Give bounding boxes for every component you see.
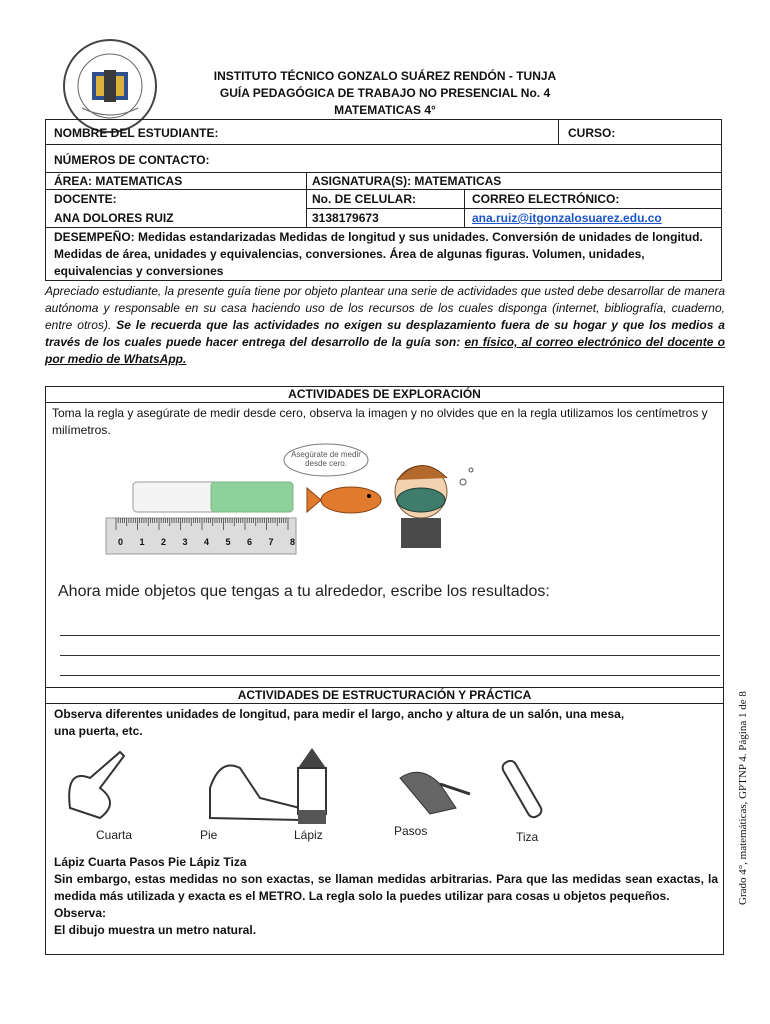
ruler-number-row [106, 537, 296, 549]
answer-line-1[interactable] [60, 635, 720, 636]
ruler-number: 5 [225, 537, 231, 547]
page-footer-vertical: Grado 4°, matemáticas, GPTNP 4. Página 1 de 8 [737, 691, 749, 905]
arbitrary-units-illustration [60, 748, 580, 828]
ruler-number: 0 [118, 537, 124, 547]
performance-line-3: equivalencias y conversiones [54, 264, 224, 278]
intro-part-1: Apreciado estudiante, la presente guía tiene por objeto plantear una serie de actividades que usted debe desarrollar de manera autónoma y responsable en su casa haciendo uso de los recursos de los cuales disponga (internet, bibliografía, cuaderno, entre otros). [45, 284, 725, 332]
teacher-label: DOCENTE: [54, 192, 117, 206]
teacher-name: ANA DOLORES RUIZ [54, 211, 174, 225]
email-link[interactable]: ana.ruiz@itgonzalosuarez.edu.co [472, 211, 662, 225]
answer-line-2[interactable] [60, 655, 720, 656]
observe-label: Observa: [54, 906, 107, 920]
intro-paragraph [45, 283, 725, 368]
header-line-3: MATEMATICAS 4° [334, 103, 436, 117]
structuring-intro-1: Observa diferentes unidades de longitud, para medir el largo, ancho y altura de un salón, una mesa, [54, 707, 625, 721]
ruler-number: 3 [182, 537, 188, 547]
phone-label: No. DE CELULAR: [312, 192, 416, 206]
caption-pie: Pie [200, 828, 218, 842]
phone-number: 3138179673 [312, 211, 379, 225]
natural-meter-caption: El dibujo muestra un metro natural. [54, 923, 257, 937]
performance-line-2: Medidas de área, unidades y equivalencias, conversiones. Área de algunas figuras. Volumen, unidades, [54, 247, 645, 261]
ruler-number: 6 [247, 537, 253, 547]
ruler-number: 4 [204, 537, 210, 547]
header-line-1: INSTITUTO TÉCNICO GONZALO SUÁREZ RENDÓN - TUNJA [213, 69, 557, 83]
steps-icon [400, 772, 470, 814]
ruler-number: 8 [290, 537, 296, 547]
measure-prompt: Ahora mide objetos que tengas a tu alrededor, escribe los resultados: [58, 583, 550, 600]
student-name-label: NOMBRE DEL ESTUDIANTE: [54, 126, 219, 140]
pencil-icon [298, 748, 326, 824]
speech-bubble-text: Asegúrate de medir desde cero. [291, 450, 361, 468]
arbitrary-measures-paragraph: Sin embargo, estas medidas no son exactas, se llaman medidas arbitrarias. Para que las medidas sean exactas, la medida más utilizada y exacta es el METRO. La regla solo la puedes utilizar para cosas u objetos pequeños. [54, 872, 718, 903]
performance-line-1: DESEMPEÑO: Medidas estandarizadas Medidas de longitud y sus unidades. Conversión de unidades de longitud. [54, 230, 703, 244]
ruler-number: 2 [161, 537, 167, 547]
caption-pasos: Pasos [394, 824, 428, 838]
exploration-title: ACTIVIDADES DE EXPLORACIÓN [46, 387, 723, 403]
structuring-section [45, 687, 724, 955]
caption-cuarta: Cuarta [96, 828, 133, 842]
exploration-section [45, 386, 724, 688]
contacts-label: NÚMEROS DE CONTACTO: [54, 153, 210, 167]
structuring-title: ACTIVIDADES DE ESTRUCTURACIÓN Y PRÁCTICA [46, 688, 723, 704]
intro-part-3: en físico, al correo electrónico del docente o por medio de WhatsApp. [45, 335, 725, 366]
chalk-icon [500, 759, 543, 820]
header-line-2: GUÍA PEDAGÓGICA DE TRABAJO NO PRESENCIAL No. 4 [219, 86, 551, 100]
email-label: CORREO ELECTRÓNICO: [472, 192, 620, 206]
answer-line-3[interactable] [60, 675, 720, 676]
structuring-intro-2: una puerta, etc. [54, 724, 143, 738]
caption-tiza: Tiza [516, 830, 539, 844]
student-info-table [45, 119, 722, 281]
intro-part-2: Se le recuerda que las actividades no exigen su desplazamiento fuera de su hogar y que los medios a través de los cuales puede hacer entrega del desarrollo de la guía son: [45, 318, 725, 349]
course-label: CURSO: [568, 126, 616, 140]
exploration-instruction: Toma la regla y asegúrate de medir desde cero, observa la imagen y no olvides que en la regla utilizamos los centímetros y milímetros. [52, 406, 708, 437]
subject-label: ASIGNATURA(S): MATEMATICAS [312, 174, 502, 188]
area-label: ÁREA: MATEMATICAS [54, 174, 183, 188]
ruler-number: 7 [268, 537, 274, 547]
ruler-number: 1 [139, 537, 145, 547]
caption-lapiz: Lápiz [294, 828, 323, 842]
units-list-line: Lápiz Cuarta Pasos Pie Lápiz Tiza [54, 855, 247, 869]
hand-span-icon [69, 752, 124, 818]
shoe-icon [210, 766, 300, 821]
